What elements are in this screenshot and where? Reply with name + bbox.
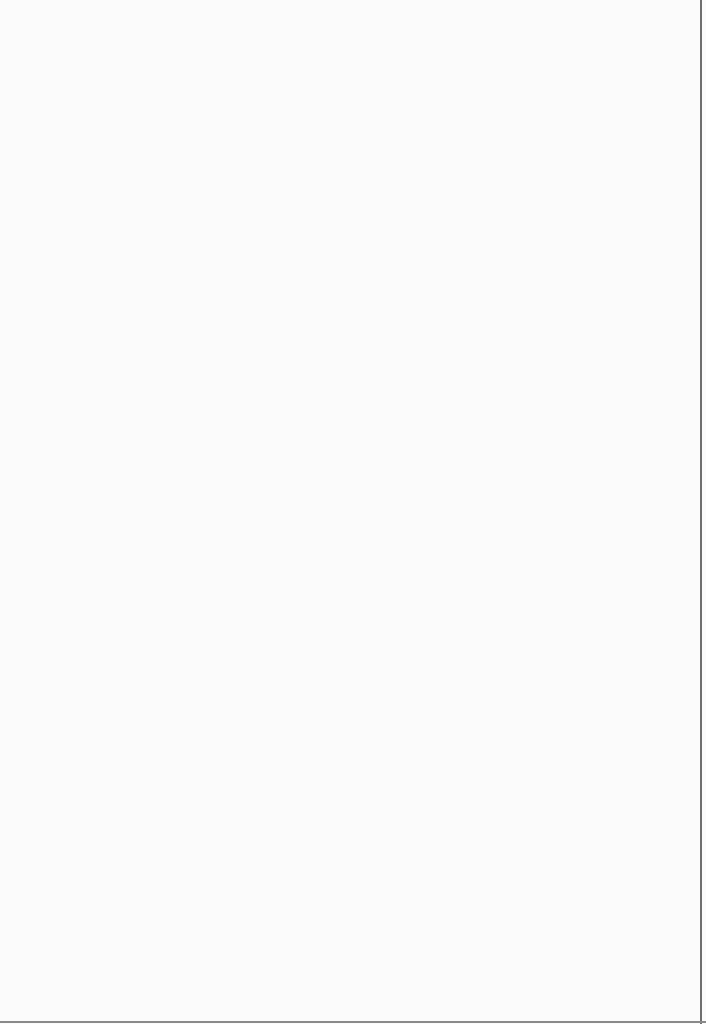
page-edge-right bbox=[700, 0, 702, 1024]
page-edge-bottom bbox=[0, 1021, 706, 1023]
